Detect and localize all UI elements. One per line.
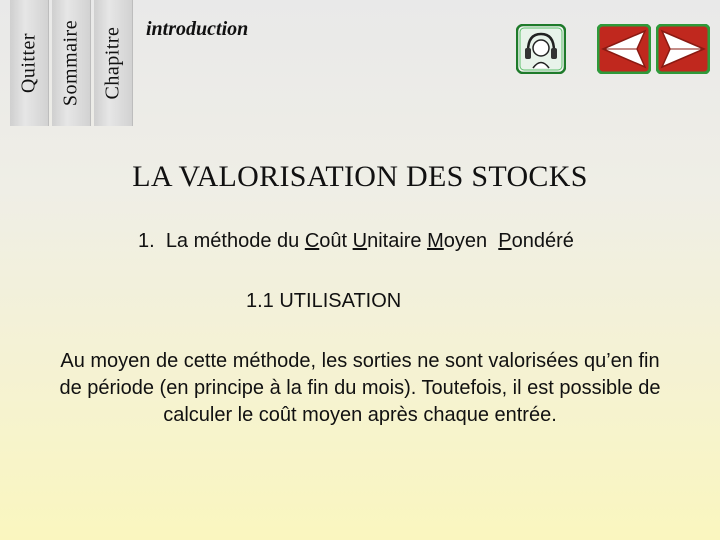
initial-p: P (498, 230, 512, 252)
initial-c: C (304, 230, 320, 252)
quitter-label: Quitter (17, 32, 40, 94)
body-paragraph: Au moyen de cette méthode, les sorties ne sont valorisées qu’en fin de période (en principe à la fin du mois). Toutefois, il est possible de calculer le coût moyen après chaque entrée. (59, 350, 661, 426)
chapitre-tab[interactable] (94, 0, 133, 126)
chapitre-label: Chapitre (101, 26, 124, 100)
slide-title: LA VALORISATION DES STOCKS (132, 160, 588, 193)
introduction-link[interactable]: introduction (146, 18, 249, 40)
headphones-icon (516, 24, 566, 74)
subsection-heading: 1.1 UTILISATION (246, 290, 402, 312)
next-button[interactable] (656, 24, 706, 74)
sommaire-label: Sommaire (59, 19, 82, 107)
word-rest-c: oût (319, 230, 353, 252)
initial-u: U (352, 230, 368, 252)
sommaire-tab[interactable] (52, 0, 91, 126)
section-heading (138, 230, 574, 253)
quitter-tab[interactable] (10, 0, 49, 126)
audio-button[interactable] (516, 24, 566, 74)
word-rest-p: ondéré (511, 230, 574, 252)
previous-button[interactable] (597, 24, 647, 74)
initial-m: M (427, 230, 444, 252)
word-rest-u: nitaire (367, 230, 428, 252)
previous-arrow-icon (597, 24, 651, 74)
section-number: 1. (138, 230, 155, 252)
next-arrow-icon (656, 24, 710, 74)
section-prefix: La méthode du (165, 230, 305, 252)
word-rest-m: oyen (443, 230, 499, 252)
